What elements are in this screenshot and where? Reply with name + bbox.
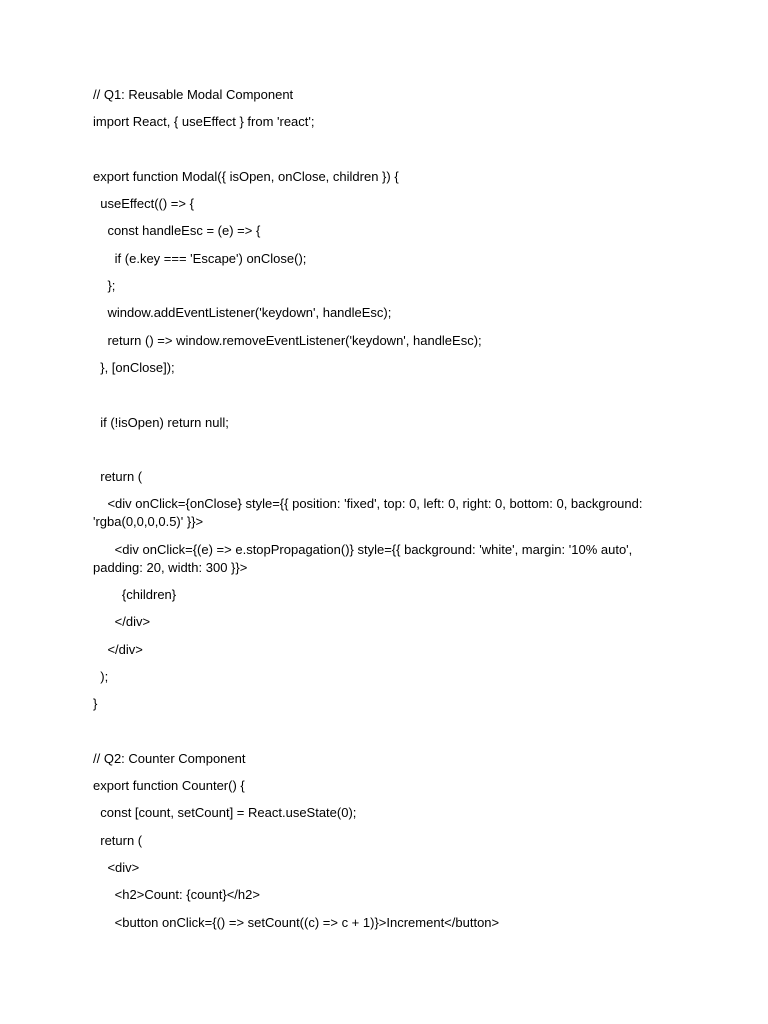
code-line: </div> — [93, 641, 143, 657]
code-line: <div onClick={(e) => e.stopPropagation()} style={{ background: 'white', margin: '10% auto', padding: 20, width: 300 }}> — [93, 541, 636, 575]
code-line: <div> — [93, 860, 140, 876]
code-line: if (e.key === 'Escape') onClose(); — [93, 250, 307, 266]
code-line: window.addEventListener('keydown', handleEsc); — [93, 305, 392, 321]
code-line: const [count, setCount] = React.useState(0); — [93, 805, 357, 821]
code-line: export function Counter() { — [93, 778, 245, 794]
code-line: return ( — [93, 469, 143, 485]
code-line: // Q2: Counter Component — [93, 750, 246, 766]
code-line: return ( — [93, 832, 143, 848]
code-line: return () => window.removeEventListener('keydown', handleEsc); — [93, 332, 482, 348]
blank-line — [93, 386, 653, 404]
code-line: }; — [93, 278, 116, 294]
code-line: const handleEsc = (e) => { — [93, 223, 261, 239]
code-line: if (!isOpen) return null; — [93, 414, 229, 430]
code-line: ); — [93, 668, 109, 684]
code-line: <div onClick={onClose} style={{ position: 'fixed', top: 0, left: 0, right: 0, bottom: 0, background: 'rgba(0,0,0,0.5)' }}> — [93, 496, 647, 530]
code-line: <h2>Count: {count}</h2> — [93, 887, 260, 903]
code-line: } — [93, 696, 98, 712]
code-line: import React, { useEffect } from 'react'; — [93, 114, 315, 130]
code-line: }, [onClose]); — [93, 359, 175, 375]
blank-line — [93, 141, 653, 159]
blank-line — [93, 723, 653, 741]
code-line: {children} — [93, 587, 177, 603]
code-line: useEffect(() => { — [93, 196, 194, 212]
document-body — [93, 86, 653, 941]
code-line: <button onClick={() => setCount((c) => c + 1)}>Increment</button> — [93, 914, 500, 930]
code-line: export function Modal({ isOpen, onClose, children }) { — [93, 168, 399, 184]
code-line: // Q1: Reusable Modal Component — [93, 87, 294, 102]
blank-line — [93, 441, 653, 459]
code-line: </div> — [93, 614, 151, 630]
